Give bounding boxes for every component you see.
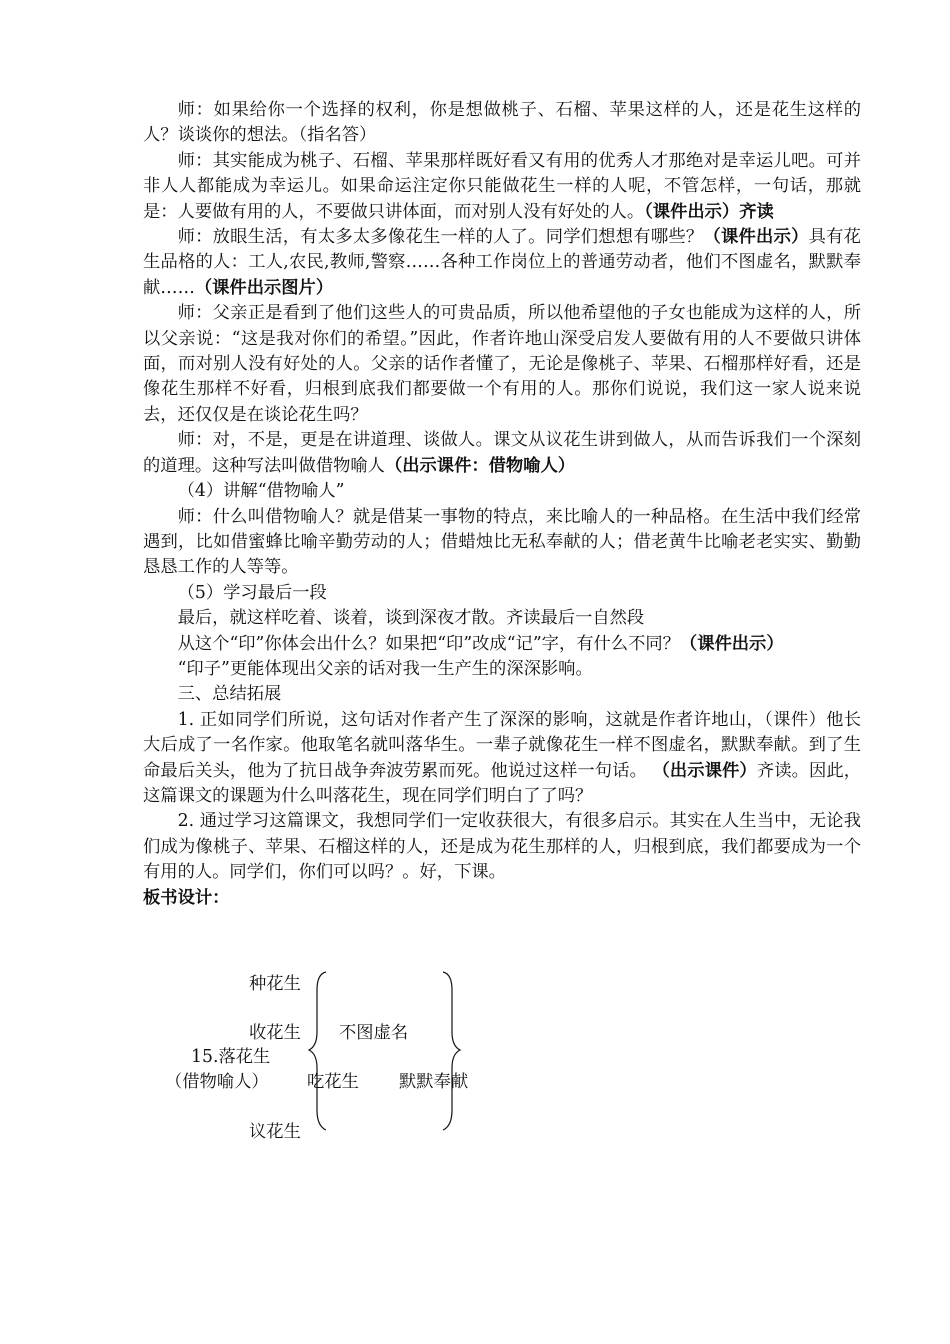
board-design-diagram xyxy=(143,960,861,1160)
paragraph-9: 最后，就这样吃着、谈着，谈到深夜才散。齐读最后一自然段 xyxy=(177,608,645,629)
paragraph-5: 师：对，不是，更是在讲道理、谈做人。课文从议花生讲到做人，从而告诉我们一个深刻的道理。这种写法叫做借物喻人（出示课件：借物喻人） xyxy=(143,430,861,476)
board-heading: 板书设计： xyxy=(143,887,230,908)
right-brace xyxy=(443,972,460,1130)
board-item-discuss: 议花生 xyxy=(249,1122,301,1142)
paragraph-3: 师：放眼生活，有太多太多像花生一样的人了。同学们想想有哪些？（课件出示）具有花生品格的人：工人,农民,教师,警察……各种工作岗位上的普通劳动者，他们不图虚名，默默奉献……（课件出示图片） xyxy=(143,227,861,298)
document-body xyxy=(143,98,861,911)
paragraph-12: 1. 正如同学们所说，这句话对作者产生了深深的影响，这就是作者许地山，（课件）他长大后成了一名作家。他取笔名就叫落华生。一辈子就像花生一样不图虚名，默默奉献。到了生命最后关头，他为了抗日战争奔波劳累而死。他说过这样一句话。 （出示课件）齐读。因此，这篇课文的课题为什么叫落花生，现在同学们明白了了吗？ xyxy=(143,709,861,806)
paragraph-10: 从这个“印”你体会出什么？如果把“印”改成“记”字，有什么不同？（课件出示） xyxy=(177,633,784,654)
paragraph-11: “印子”更能体现出父亲的话对我一生产生的深深影响。 xyxy=(177,658,593,679)
paragraph-8: （5）学习最后一段 xyxy=(177,582,327,603)
paragraph-4: 师：父亲正是看到了他们这些人的可贵品质，所以他希望他的子女也能成为这样的人，所以父亲说：“这是我对你们的希望。”因此，作者许地山深受启发人要做有用的人不要做只讲体面，而对别人没有好处的人。父亲的话作者懂了，无论是像桃子、苹果、石榴那样好看，还是像花生那样不好看，归根到底我们都要做一个有用的人。那你们说说，我们这一家人说来说去，还仅仅是在谈论花生吗？ xyxy=(143,303,861,425)
board-title: 15.落花生 xyxy=(191,1047,271,1067)
board-point-silent-devotion: 默默奉献 xyxy=(399,1072,469,1092)
board-point-no-vanity: 不图虚名 xyxy=(339,1023,409,1043)
board-item-harvest: 收花生 xyxy=(249,1023,301,1043)
paragraph-1: 师：如果给你一个选择的权利，你是想做桃子、石榴、苹果这样的人，还是花生这样的人？谈谈你的想法。（指名答） xyxy=(143,100,861,146)
paragraph-2: 师：其实能成为桃子、石榴、苹果那样既好看又有用的优秀人才那绝对是幸运儿吧。可并非人人都能成为幸运儿。如果命运注定你只能做花生一样的人呢，不管怎样，一句话，那就是：人要做有用的人，不要做只讲体面，而对别人没有好处的人。（课件出示）齐读 xyxy=(143,150,861,222)
paragraph-6: （4）讲解“借物喻人” xyxy=(177,481,345,502)
section-heading: 三、总结拓展 xyxy=(177,684,282,705)
board-subtitle: （借物喻人） xyxy=(165,1072,269,1092)
left-brace xyxy=(309,972,326,1130)
board-item-plant: 种花生 xyxy=(249,974,301,994)
board-item-eat: 吃花生 xyxy=(307,1072,359,1092)
paragraph-13: 2. 通过学习这篇课文，我想同学们一定收获很大，有很多启示。其实在人生当中，无论我们成为像桃子、苹果、石榴这样的人，还是成为花生那样的人，归根到底，我们都要成为一个有用的人。同学们，你们可以吗？。好，下课。 xyxy=(143,811,861,883)
paragraph-7: 师：什么叫借物喻人？就是借某一事物的特点，来比喻人的一种品格。在生活中我们经常遇到，比如借蜜蜂比喻辛勤劳动的人；借蜡烛比无私奉献的人；借老黄牛比喻老老实实、勤勤恳恳工作的人等等。 xyxy=(143,506,861,578)
